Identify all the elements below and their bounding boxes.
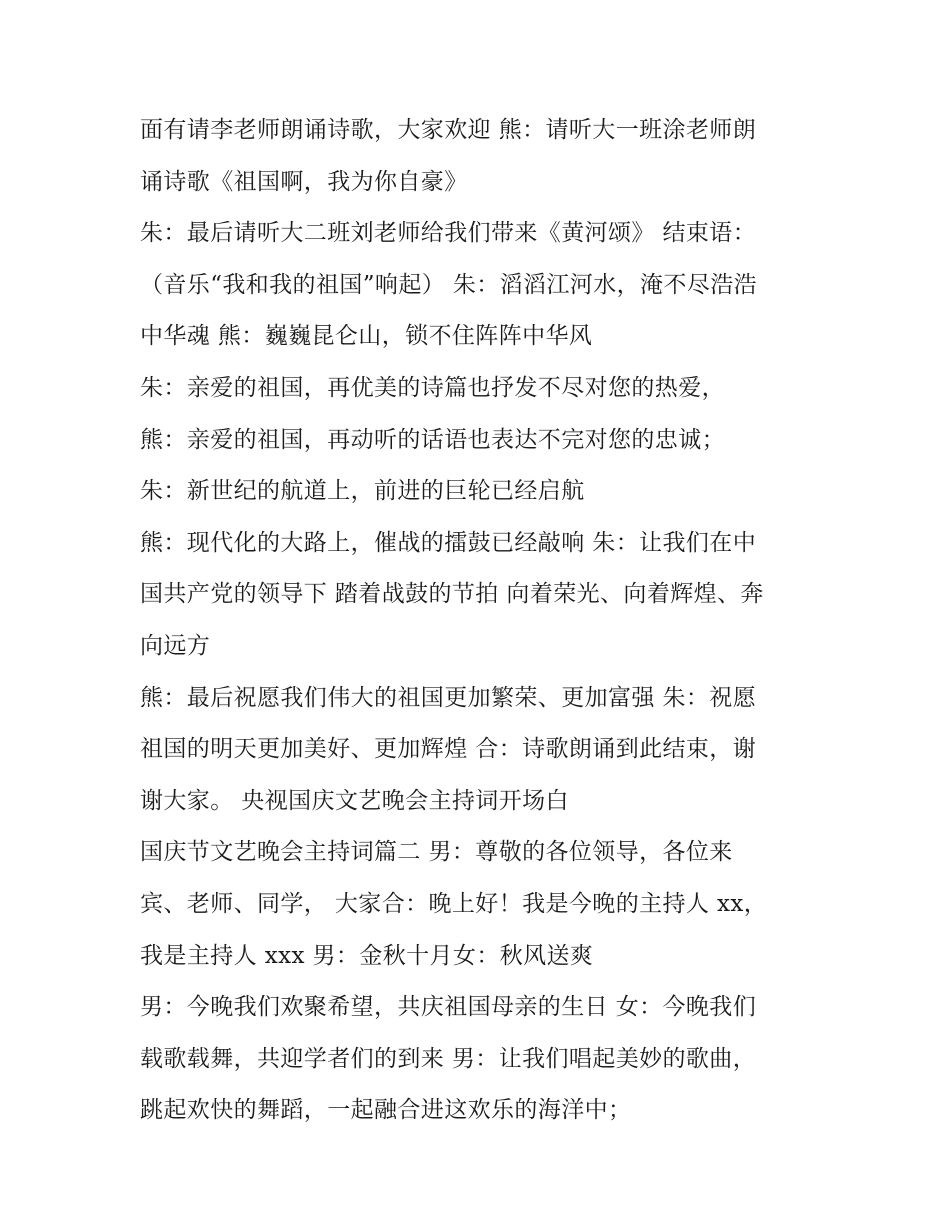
text-line: 熊：亲爱的祖国，再动听的话语也表达不完对您的忠诚；: [140, 426, 725, 453]
text-line: 诵诗歌《祖国啊，我为你自豪》: [140, 168, 468, 195]
text-line: 载歌载舞，共迎学者们的到来 男：让我们唱起美妙的歌曲，: [140, 1045, 757, 1072]
text-line: 朱：亲爱的祖国，再优美的诗篇也抒发不尽对您的热爱，: [140, 374, 725, 401]
text-line: 国庆节文艺晚会主持词篇二 男：尊敬的各位领导，各位来: [140, 839, 733, 866]
text-line: 向远方: [140, 632, 211, 659]
document-body: [140, 105, 830, 1137]
text-line: 我是主持人 xxx 男：金秋十月女：秋风送爽: [140, 942, 594, 969]
text-line: 面有请李老师朗诵诗歌，大家欢迎 熊：请听大一班涂老师朗: [140, 117, 757, 143]
text-line: 宾、老师、同学， 大家合：晚上好！我是今晚的主持人 xx，: [140, 890, 768, 917]
text-line: 祖国的明天更加美好、更加辉煌 合：诗歌朗诵到此结束，谢: [140, 736, 757, 763]
text-line: 熊：最后祝愿我们伟大的祖国更加繁荣、更加富强 朱：祝愿: [140, 684, 757, 711]
text-line: 国共产党的领导下 踏着战鼓的节拍 向着荣光、向着辉煌、奔: [140, 581, 764, 608]
text-line: （音乐“我和我的祖国”响起） 朱：滔滔江河水，淹不尽浩浩: [140, 271, 758, 298]
text-line: 跳起欢快的舞蹈，一起融合进这欢乐的海洋中；: [140, 1097, 632, 1124]
text-line: 男：今晚我们欢聚希望，共庆祖国母亲的生日 女：今晚我们: [140, 994, 757, 1021]
text-line: 朱：最后请听大二班刘老师给我们带来《黄河颂》 结束语：: [140, 220, 757, 247]
text-line: 朱：新世纪的航道上，前进的巨轮已经启航: [140, 478, 585, 505]
text-line: 熊：现代化的大路上，催战的擂鼓已经敲响 朱：让我们在中: [140, 529, 757, 556]
text-line: 中华魂 熊：巍巍昆仑山，锁不住阵阵中华风: [140, 323, 593, 350]
text-line: 谢大家。 央视国庆文艺晚会主持词开场白: [140, 787, 569, 814]
